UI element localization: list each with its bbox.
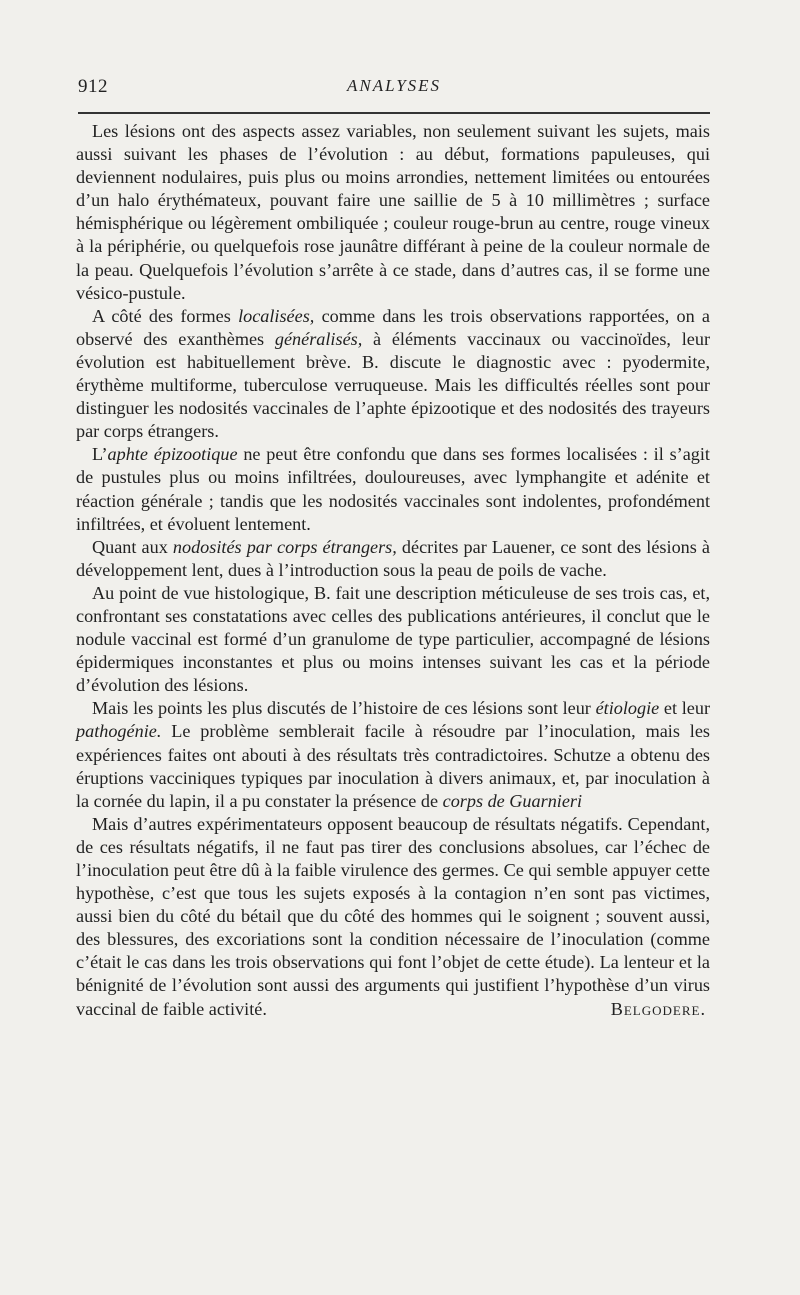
text-run: décrites par Lauener, ce sont des lésions à développement lent, dues à l’introduction sous la peau de poils de vache. xyxy=(76,536,710,580)
article-body xyxy=(76,120,710,1021)
page-header xyxy=(78,76,710,100)
italic-text-run: généralisés, xyxy=(274,328,363,349)
text-run: Le problème semblerait facile à résoudre par l’inoculation, mais les expériences faites ont abouti à des résultats très contradictoires. Schutze a obtenu des éruptions vacciniques typiques par inoculation à divers animaux, et, par inoculation à la cornée du lapin, il a pu constater la présence de xyxy=(76,721,710,811)
paragraph xyxy=(76,120,710,305)
italic-text-run: corps de Guarnieri xyxy=(442,790,583,811)
paragraph xyxy=(76,305,710,444)
text-run: comme dans les trois observations rapportées, on a observé des exanthèmes xyxy=(76,305,711,349)
signature: Belgodere. xyxy=(610,998,706,1019)
italic-text-run: aphte épizootique xyxy=(107,444,238,465)
paragraph xyxy=(76,536,710,582)
text-run: Au point de vue histologique, B. fait une description méticuleuse de ses trois cas, et, confrontant ses constatations avec celles des publications antérieures, il conclut que le nodule vaccinal est formé d’un granulome de type particulier, accompagné de lésions épidermiques inconstantes et plus ou moins intenses suivant les cas et la période d’évolution des lésions. xyxy=(76,582,710,696)
text-run: Mais d’autres expérimentateurs opposent beaucoup de résultats négatifs. Cependant, de ces résultats négatifs, il ne faut pas tirer des conclusions absolues, car l’échec de l’inoculation peut être dû à la faible virulence des germes. Ce qui semble appuyer cette hypothèse, c’est que tous les sujets exposés à la contagion n’en sont pas victimes, aussi bien du côté du bétail que du côté des hommes qui le soignent ; souvent aussi, des blessures, des excoriations sont la condition nécessaire de l’inoculation (comme c’était le cas dans les trois observations qui font l’objet de cette étude). La lenteur et la bénignité de l’évolution sont aussi des arguments qui justifient l’hypothèse d’un virus vaccinal de faible activité. xyxy=(76,813,710,1019)
italic-text-run: nodosités par corps étrangers, xyxy=(172,536,397,557)
page-number: 912 xyxy=(78,76,108,97)
text-run: A côté des formes xyxy=(92,305,239,326)
text-run: Mais les points les plus discutés de l’histoire de ces lésions sont leur xyxy=(92,698,596,719)
paragraph xyxy=(76,443,710,535)
italic-text-run: localisées, xyxy=(238,305,315,326)
paragraph-last xyxy=(76,813,710,1021)
text-run: et leur xyxy=(659,698,710,719)
text-run: ne peut être confondu que dans ses formes localisées : il s’agit de pustules plus ou moins infiltrées, douloureuses, avec lymphangite et adénite et réaction générale ; tandis que les nodosités vaccinales sont indolentes, profondément infiltrées, et évoluent lentement. xyxy=(76,444,710,534)
text-run: Quant aux xyxy=(92,536,173,557)
text-run: L’ xyxy=(92,444,108,465)
text-run: Les lésions ont des aspects assez variables, non seulement suivant les sujets, mais aussi suivant les phases de l’évolution : au début, formations papuleuses, qui deviennent nodulaires, puis plus ou moins arrondies, nettement limitées ou entourées d’un halo érythémateux, pouvant faire une saillie de 5 à 10 millimètres ; surface hémisphérique ou légèrement ombiliquée ; couleur rouge-brun au centre, rouge vineux à la périphérie, ou quelquefois rose jaunâtre différant à peine de la couleur normale de la peau. Quelquefois l’évolution s’arrête à ce stade, dans d’autres cas, il se forme une vésico-pustule. xyxy=(76,121,710,303)
paragraph xyxy=(76,582,710,697)
text-run: à éléments vaccinaux ou vaccinoïdes, leur évolution est habituellement brève. B. discute le diagnostic avec : pyodermite, érythème multiforme, tuberculose verruqueuse. Mais les difficultés réelles sont pour distinguer les nodosités vaccinales de l’aphte épizootique et des nodosités des trayeurs par corps étrangers. xyxy=(76,328,710,442)
italic-text-run: pathogénie. xyxy=(76,721,162,742)
header-rule xyxy=(78,112,710,114)
italic-text-run: étiologie xyxy=(595,698,660,719)
paragraph xyxy=(76,697,710,812)
running-title: ANALYSES xyxy=(346,76,442,95)
